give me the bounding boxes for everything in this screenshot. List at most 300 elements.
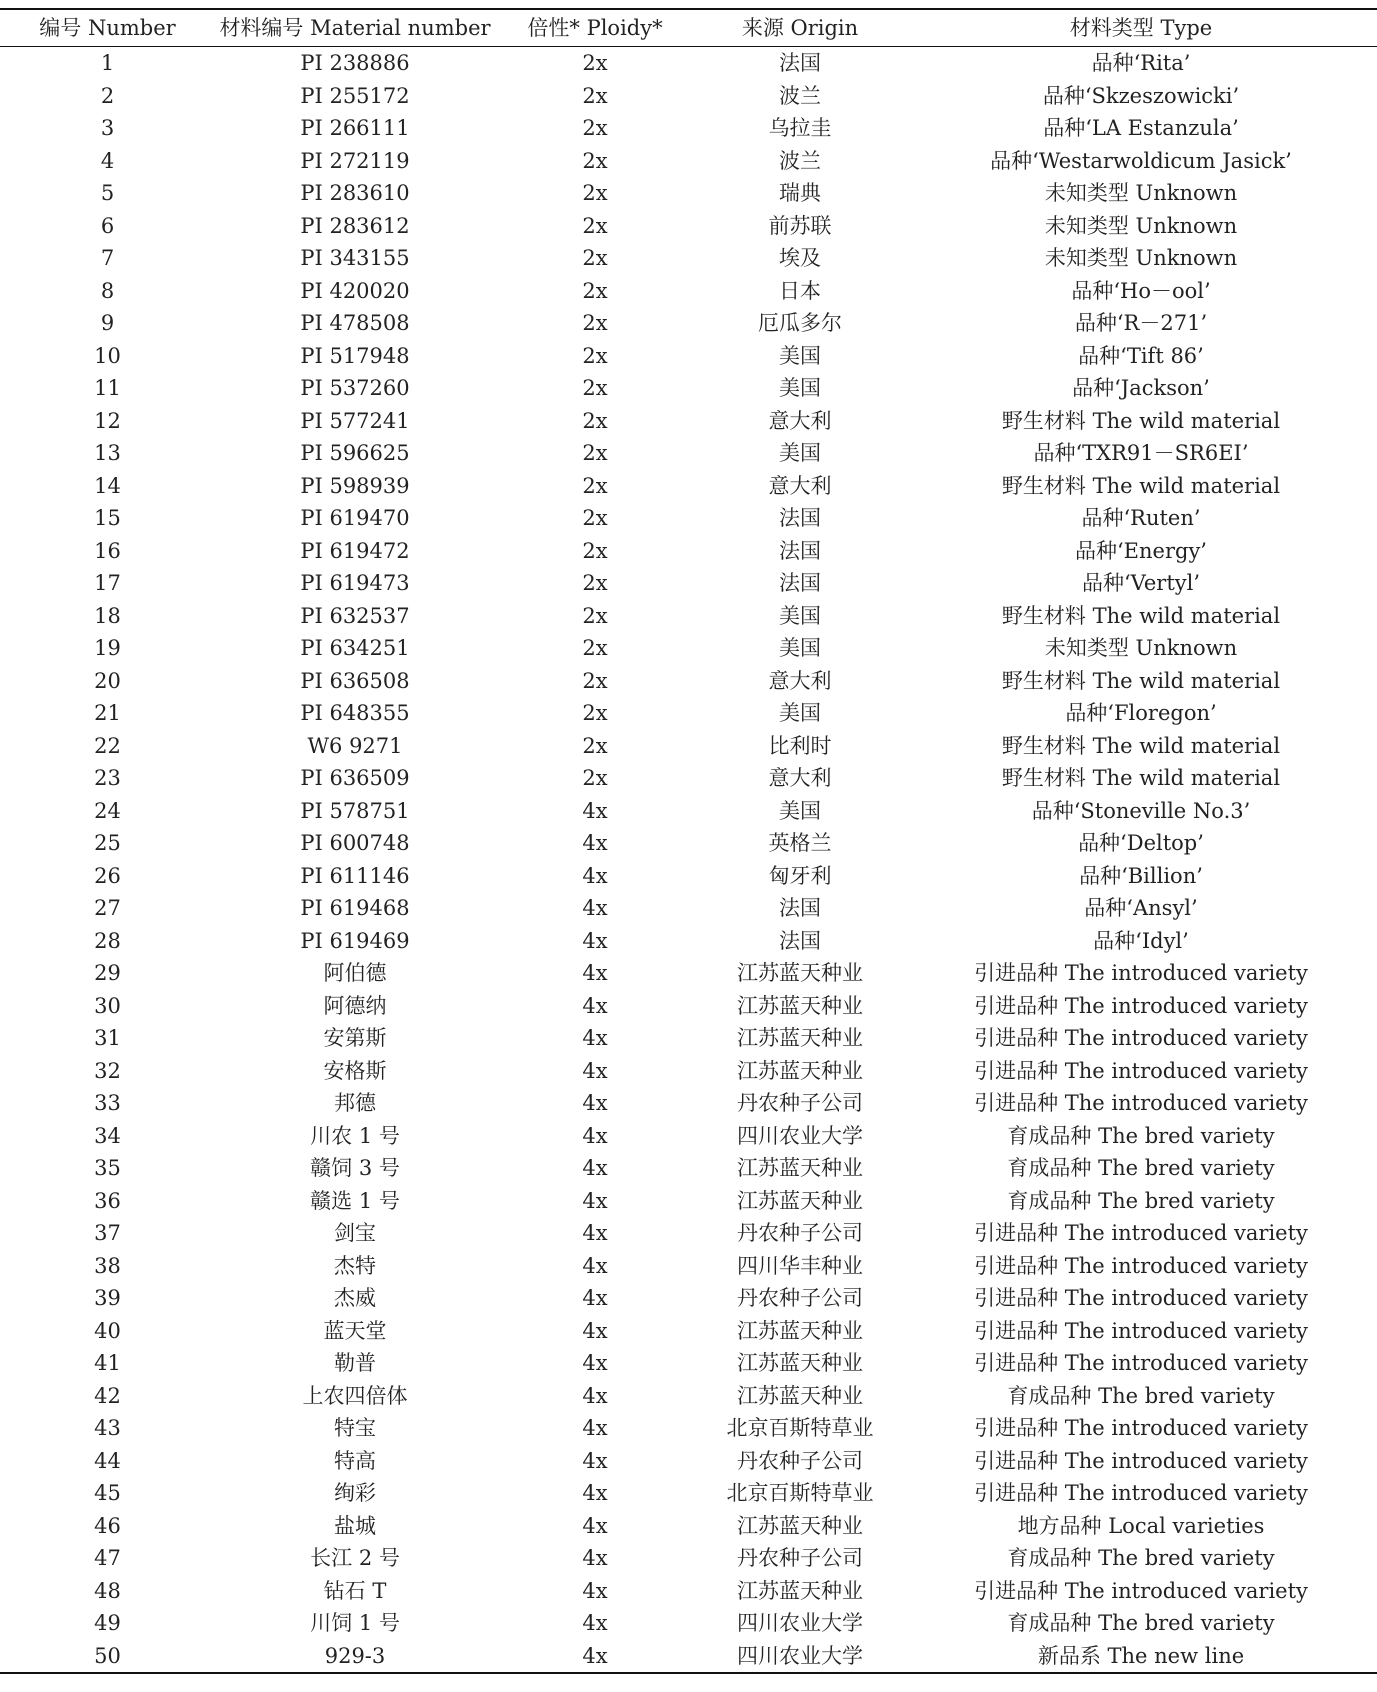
table-row	[0, 1347, 1377, 1380]
cell-ploidy: 4x	[582, 1416, 608, 1441]
cell-number: 34	[94, 1123, 121, 1148]
cell-origin: 江苏蓝天种业	[737, 1351, 863, 1376]
cell-number: 5	[100, 181, 115, 206]
cell-origin: 法国	[779, 928, 821, 953]
table-row	[0, 1542, 1377, 1575]
cell-origin: 比利时	[768, 733, 832, 758]
table-header	[0, 9, 1377, 47]
cell-material-number: PI 272119	[300, 148, 410, 173]
table-row	[0, 405, 1377, 438]
cell-number: 27	[94, 896, 121, 921]
cell-origin: 乌拉圭	[768, 116, 832, 141]
cell-origin: 四川农业大学	[737, 1611, 863, 1636]
cell-origin: 江苏蓝天种业	[737, 1156, 863, 1181]
cell-ploidy: 2x	[582, 51, 608, 76]
cell-material-number: 杰特	[334, 1253, 376, 1278]
cell-origin: 意大利	[768, 766, 832, 791]
cell-material-number: 特宝	[334, 1416, 376, 1441]
cell-type: 育成品种 The bred variety	[1007, 1611, 1275, 1636]
cell-number: 48	[94, 1578, 121, 1603]
cell-number: 10	[94, 343, 121, 368]
cell-material-number: W6 9271	[307, 733, 403, 758]
cell-origin: 法国	[779, 538, 821, 563]
cell-number: 23	[94, 766, 121, 791]
cell-number: 29	[94, 961, 121, 986]
cell-material-number: PI 634251	[300, 636, 410, 661]
cell-ploidy: 4x	[582, 831, 608, 856]
cell-number: 35	[94, 1156, 121, 1181]
cell-ploidy: 2x	[582, 668, 608, 693]
cell-origin: 四川华丰种业	[737, 1253, 863, 1278]
cell-origin: 法国	[779, 506, 821, 531]
table-row	[0, 1120, 1377, 1153]
cell-ploidy: 4x	[582, 1188, 608, 1213]
cell-number: 38	[94, 1253, 121, 1278]
cell-material-number: 邦德	[334, 1091, 376, 1116]
cell-type: 野生材料 The wild material	[1001, 408, 1281, 433]
cell-type: 野生材料 The wild material	[1001, 766, 1281, 791]
table-row	[0, 990, 1377, 1023]
cell-ploidy: 4x	[582, 1156, 608, 1181]
cell-type: 引进品种 The introduced variety	[974, 1026, 1308, 1051]
cell-ploidy: 4x	[582, 1318, 608, 1343]
cell-ploidy: 4x	[582, 961, 608, 986]
cell-ploidy: 4x	[582, 1448, 608, 1473]
table-row	[0, 145, 1377, 178]
cell-number: 32	[94, 1058, 121, 1083]
cell-number: 1	[100, 51, 115, 76]
cell-origin: 波兰	[779, 83, 821, 108]
table-row	[0, 632, 1377, 665]
cell-type: 引进品种 The introduced variety	[974, 993, 1308, 1018]
cell-number: 30	[94, 993, 121, 1018]
header-row	[0, 9, 1377, 47]
cell-type: 品种‘Idyl’	[1093, 928, 1189, 953]
table-row	[0, 762, 1377, 795]
cell-ploidy: 2x	[582, 733, 608, 758]
material-table-container	[0, 8, 1377, 1674]
cell-type: 品种‘Westarwoldicum Jasick’	[990, 148, 1292, 173]
cell-number: 19	[94, 636, 121, 661]
cell-type: 品种‘Ruten’	[1081, 506, 1201, 531]
cell-type: 品种‘Ho－ool’	[1071, 278, 1211, 303]
cell-material-number: 929-3	[324, 1643, 386, 1668]
cell-origin: 厄瓜多尔	[758, 311, 842, 336]
cell-type: 新品系 The new line	[1037, 1643, 1245, 1668]
cell-type: 品种‘R－271’	[1074, 311, 1208, 336]
cell-type: 引进品种 The introduced variety	[974, 1448, 1308, 1473]
table-row	[0, 1607, 1377, 1640]
cell-ploidy: 4x	[582, 863, 608, 888]
cell-material-number: 剑宝	[334, 1221, 376, 1246]
cell-origin: 江苏蓝天种业	[737, 1188, 863, 1213]
cell-ploidy: 2x	[582, 278, 608, 303]
cell-material-number: PI 600748	[300, 831, 410, 856]
cell-origin: 丹农种子公司	[737, 1221, 863, 1246]
cell-ploidy: 2x	[582, 213, 608, 238]
cell-number: 7	[100, 246, 115, 271]
cell-origin: 法国	[779, 571, 821, 596]
cell-ploidy: 4x	[582, 993, 608, 1018]
cell-ploidy: 2x	[582, 538, 608, 563]
cell-material-number: 安第斯	[323, 1026, 387, 1051]
cell-type: 品种‘LA Estanzula’	[1043, 116, 1239, 141]
cell-number: 24	[94, 798, 121, 823]
cell-material-number: PI 632537	[300, 603, 410, 628]
table-row	[0, 795, 1377, 828]
cell-origin: 北京百斯特草业	[726, 1481, 874, 1506]
cell-type: 野生材料 The wild material	[1001, 603, 1281, 628]
cell-origin: 江苏蓝天种业	[737, 1513, 863, 1538]
cell-material-number: PI 578751	[300, 798, 410, 823]
table-row	[0, 860, 1377, 893]
cell-origin: 江苏蓝天种业	[737, 1058, 863, 1083]
table-row	[0, 730, 1377, 763]
table-row	[0, 1217, 1377, 1250]
cell-ploidy: 4x	[582, 1091, 608, 1116]
cell-type: 引进品种 The introduced variety	[974, 1221, 1308, 1246]
cell-number: 33	[94, 1091, 121, 1116]
table-row	[0, 470, 1377, 503]
header-type: 材料类型 Type	[1069, 16, 1213, 40]
cell-origin: 丹农种子公司	[737, 1091, 863, 1116]
cell-number: 25	[94, 831, 121, 856]
cell-ploidy: 4x	[582, 1221, 608, 1246]
cell-material-number: PI 636509	[300, 766, 410, 791]
cell-type: 育成品种 The bred variety	[1007, 1123, 1275, 1148]
cell-material-number: PI 238886	[300, 51, 410, 76]
cell-ploidy: 4x	[582, 798, 608, 823]
cell-ploidy: 2x	[582, 181, 608, 206]
table-row	[0, 1640, 1377, 1674]
header-origin: 来源 Origin	[741, 16, 859, 40]
table-row	[0, 177, 1377, 210]
cell-origin: 丹农种子公司	[737, 1546, 863, 1571]
cell-origin: 埃及	[779, 246, 821, 271]
cell-type: 品种‘Ansyl’	[1084, 896, 1198, 921]
cell-number: 20	[94, 668, 121, 693]
cell-number: 22	[94, 733, 121, 758]
cell-ploidy: 4x	[582, 1578, 608, 1603]
cell-type: 未知类型 Unknown	[1044, 181, 1238, 206]
cell-origin: 美国	[779, 798, 821, 823]
cell-type: 未知类型 Unknown	[1044, 246, 1238, 271]
cell-ploidy: 2x	[582, 701, 608, 726]
header-number: 编号 Number	[39, 16, 176, 40]
cell-number: 6	[100, 213, 115, 238]
cell-type: 未知类型 Unknown	[1044, 636, 1238, 661]
table-row	[0, 892, 1377, 925]
table-row	[0, 1575, 1377, 1608]
cell-type: 品种‘Skzeszowicki’	[1042, 83, 1240, 108]
cell-ploidy: 2x	[582, 636, 608, 661]
table-row	[0, 502, 1377, 535]
cell-type: 品种‘Deltop’	[1078, 831, 1204, 856]
cell-ploidy: 4x	[582, 1546, 608, 1571]
table-row	[0, 665, 1377, 698]
cell-number: 36	[94, 1188, 121, 1213]
cell-ploidy: 2x	[582, 441, 608, 466]
table-row	[0, 1055, 1377, 1088]
cell-material-number: PI 266111	[300, 116, 410, 141]
table-row	[0, 1152, 1377, 1185]
cell-material-number: PI 537260	[300, 376, 410, 401]
table-row	[0, 1510, 1377, 1543]
cell-number: 3	[100, 116, 115, 141]
cell-material-number: PI 619473	[300, 571, 410, 596]
cell-material-number: PI 619469	[300, 928, 410, 953]
table-row	[0, 827, 1377, 860]
cell-number: 28	[94, 928, 121, 953]
cell-origin: 江苏蓝天种业	[737, 1383, 863, 1408]
cell-material-number: PI 478508	[300, 311, 410, 336]
cell-type: 引进品种 The introduced variety	[974, 1091, 1308, 1116]
cell-material-number: 蓝天堂	[323, 1318, 387, 1343]
cell-material-number: 阿伯德	[323, 961, 387, 986]
cell-number: 2	[100, 83, 115, 108]
table-row	[0, 600, 1377, 633]
table-row	[0, 275, 1377, 308]
cell-type: 品种‘TXR91－SR6EI’	[1033, 441, 1249, 466]
cell-type: 引进品种 The introduced variety	[974, 1416, 1308, 1441]
cell-ploidy: 4x	[582, 896, 608, 921]
table-row	[0, 1445, 1377, 1478]
cell-type: 品种‘Tift 86’	[1078, 343, 1204, 368]
cell-material-number: PI 283610	[300, 181, 410, 206]
cell-material-number: PI 577241	[300, 408, 410, 433]
cell-type: 引进品种 The introduced variety	[974, 1351, 1308, 1376]
cell-origin: 江苏蓝天种业	[737, 993, 863, 1018]
cell-number: 21	[94, 701, 121, 726]
cell-ploidy: 4x	[582, 928, 608, 953]
cell-origin: 丹农种子公司	[737, 1286, 863, 1311]
cell-type: 引进品种 The introduced variety	[974, 1481, 1308, 1506]
cell-ploidy: 2x	[582, 376, 608, 401]
cell-origin: 日本	[779, 278, 821, 303]
cell-origin: 四川农业大学	[737, 1123, 863, 1148]
table-row	[0, 1380, 1377, 1413]
cell-ploidy: 2x	[582, 83, 608, 108]
cell-ploidy: 4x	[582, 1351, 608, 1376]
cell-origin: 意大利	[768, 473, 832, 498]
cell-origin: 四川农业大学	[737, 1643, 863, 1668]
cell-origin: 美国	[779, 376, 821, 401]
cell-type: 引进品种 The introduced variety	[974, 1253, 1308, 1278]
cell-origin: 江苏蓝天种业	[737, 1578, 863, 1603]
cell-material-number: 绚彩	[334, 1481, 376, 1506]
table-row	[0, 112, 1377, 145]
cell-origin: 匈牙利	[768, 863, 832, 888]
cell-ploidy: 2x	[582, 571, 608, 596]
cell-type: 品种‘Jackson’	[1072, 376, 1210, 401]
cell-ploidy: 2x	[582, 408, 608, 433]
cell-number: 26	[94, 863, 121, 888]
cell-material-number: 杰威	[334, 1286, 376, 1311]
cell-ploidy: 4x	[582, 1253, 608, 1278]
cell-origin: 波兰	[779, 148, 821, 173]
cell-ploidy: 4x	[582, 1611, 608, 1636]
table-row	[0, 697, 1377, 730]
cell-ploidy: 4x	[582, 1123, 608, 1148]
cell-origin: 美国	[779, 636, 821, 661]
table-row	[0, 307, 1377, 340]
table-row	[0, 437, 1377, 470]
cell-ploidy: 2x	[582, 116, 608, 141]
cell-number: 42	[94, 1383, 121, 1408]
cell-ploidy: 2x	[582, 506, 608, 531]
cell-type: 野生材料 The wild material	[1001, 473, 1281, 498]
cell-type: 未知类型 Unknown	[1044, 213, 1238, 238]
cell-ploidy: 4x	[582, 1513, 608, 1538]
cell-ploidy: 4x	[582, 1058, 608, 1083]
cell-origin: 法国	[779, 896, 821, 921]
cell-number: 40	[94, 1318, 121, 1343]
cell-number: 49	[94, 1611, 121, 1636]
cell-ploidy: 2x	[582, 311, 608, 336]
cell-type: 野生材料 The wild material	[1001, 733, 1281, 758]
cell-type: 品种‘Rita’	[1091, 51, 1191, 76]
table-row	[0, 47, 1377, 80]
cell-number: 4	[100, 148, 115, 173]
cell-origin: 法国	[779, 51, 821, 76]
cell-material-number: 上农四倍体	[302, 1383, 408, 1408]
cell-origin: 丹农种子公司	[737, 1448, 863, 1473]
cell-material-number: 钻石 T	[323, 1578, 387, 1603]
cell-type: 品种‘Billion’	[1079, 863, 1203, 888]
cell-number: 11	[94, 376, 121, 401]
cell-number: 50	[94, 1643, 121, 1668]
cell-origin: 前苏联	[768, 213, 832, 238]
cell-number: 17	[94, 571, 121, 596]
cell-number: 43	[94, 1416, 121, 1441]
cell-type: 引进品种 The introduced variety	[974, 961, 1308, 986]
cell-number: 45	[94, 1481, 121, 1506]
cell-ploidy: 2x	[582, 603, 608, 628]
cell-number: 9	[100, 311, 115, 336]
cell-origin: 美国	[779, 701, 821, 726]
cell-material-number: PI 648355	[300, 701, 410, 726]
cell-ploidy: 4x	[582, 1286, 608, 1311]
cell-material-number: 阿德纳	[323, 993, 387, 1018]
cell-type: 育成品种 The bred variety	[1007, 1546, 1275, 1571]
cell-origin: 江苏蓝天种业	[737, 961, 863, 986]
cell-material-number: PI 598939	[300, 473, 410, 498]
table-row	[0, 242, 1377, 275]
cell-number: 37	[94, 1221, 121, 1246]
cell-material-number: PI 619470	[300, 506, 410, 531]
cell-origin: 美国	[779, 343, 821, 368]
cell-number: 14	[94, 473, 121, 498]
cell-ploidy: 4x	[582, 1643, 608, 1668]
cell-material-number: 特高	[334, 1448, 376, 1473]
table-body	[0, 47, 1377, 1674]
table-row	[0, 340, 1377, 373]
cell-number: 46	[94, 1513, 121, 1538]
cell-type: 育成品种 The bred variety	[1007, 1383, 1275, 1408]
table-row	[0, 1250, 1377, 1283]
cell-number: 18	[94, 603, 121, 628]
cell-origin: 英格兰	[768, 831, 832, 856]
cell-type: 品种‘Vertyl’	[1081, 571, 1201, 596]
table-row	[0, 535, 1377, 568]
cell-ploidy: 2x	[582, 766, 608, 791]
cell-material-number: 盐城	[334, 1513, 376, 1538]
cell-material-number: 川农 1 号	[310, 1123, 400, 1148]
cell-type: 品种‘Stoneville No.3’	[1031, 798, 1251, 823]
cell-origin: 美国	[779, 441, 821, 466]
cell-material-number: PI 619472	[300, 538, 410, 563]
cell-number: 12	[94, 408, 121, 433]
cell-number: 41	[94, 1351, 121, 1376]
table-row	[0, 1185, 1377, 1218]
cell-type: 引进品种 The introduced variety	[974, 1578, 1308, 1603]
cell-ploidy: 2x	[582, 343, 608, 368]
cell-material-number: PI 343155	[300, 246, 410, 271]
cell-ploidy: 4x	[582, 1383, 608, 1408]
cell-type: 野生材料 The wild material	[1001, 668, 1281, 693]
cell-material-number: PI 517948	[300, 343, 410, 368]
table-row	[0, 1412, 1377, 1445]
table-row	[0, 372, 1377, 405]
cell-origin: 江苏蓝天种业	[737, 1318, 863, 1343]
cell-origin: 美国	[779, 603, 821, 628]
cell-type: 品种‘Floregon’	[1065, 701, 1217, 726]
cell-number: 16	[94, 538, 121, 563]
cell-type: 引进品种 The introduced variety	[974, 1318, 1308, 1343]
cell-number: 47	[94, 1546, 121, 1571]
table-row	[0, 210, 1377, 243]
cell-type: 引进品种 The introduced variety	[974, 1058, 1308, 1083]
table-row	[0, 1087, 1377, 1120]
cell-type: 品种‘Energy’	[1075, 538, 1207, 563]
table-row	[0, 957, 1377, 990]
cell-material-number: PI 619468	[300, 896, 410, 921]
cell-number: 8	[100, 278, 115, 303]
table-row	[0, 925, 1377, 958]
cell-material-number: PI 596625	[300, 441, 410, 466]
header-ploidy: 倍性* Ploidy*	[527, 16, 663, 40]
cell-origin: 意大利	[768, 408, 832, 433]
cell-material-number: PI 611146	[300, 863, 410, 888]
cell-material-number: 安格斯	[323, 1058, 387, 1083]
cell-material-number: 川饲 1 号	[310, 1611, 400, 1636]
cell-origin: 北京百斯特草业	[726, 1416, 874, 1441]
cell-origin: 意大利	[768, 668, 832, 693]
header-material-number: 材料编号 Material number	[219, 16, 491, 40]
cell-number: 13	[94, 441, 121, 466]
cell-material-number: PI 420020	[300, 278, 410, 303]
cell-material-number: PI 636508	[300, 668, 410, 693]
cell-material-number: PI 255172	[300, 83, 410, 108]
table-row	[0, 1282, 1377, 1315]
cell-origin: 瑞典	[779, 181, 821, 206]
cell-type: 引进品种 The introduced variety	[974, 1286, 1308, 1311]
cell-origin: 江苏蓝天种业	[737, 1026, 863, 1051]
table-row	[0, 1022, 1377, 1055]
cell-number: 15	[94, 506, 121, 531]
material-table	[0, 8, 1377, 1674]
cell-type: 育成品种 The bred variety	[1007, 1188, 1275, 1213]
cell-ploidy: 4x	[582, 1481, 608, 1506]
cell-ploidy: 2x	[582, 148, 608, 173]
cell-number: 44	[94, 1448, 121, 1473]
table-row	[0, 1477, 1377, 1510]
cell-ploidy: 4x	[582, 1026, 608, 1051]
cell-ploidy: 2x	[582, 473, 608, 498]
cell-type: 地方品种 Local varieties	[1017, 1513, 1265, 1538]
cell-number: 39	[94, 1286, 121, 1311]
cell-material-number: 长江 2 号	[310, 1546, 400, 1571]
